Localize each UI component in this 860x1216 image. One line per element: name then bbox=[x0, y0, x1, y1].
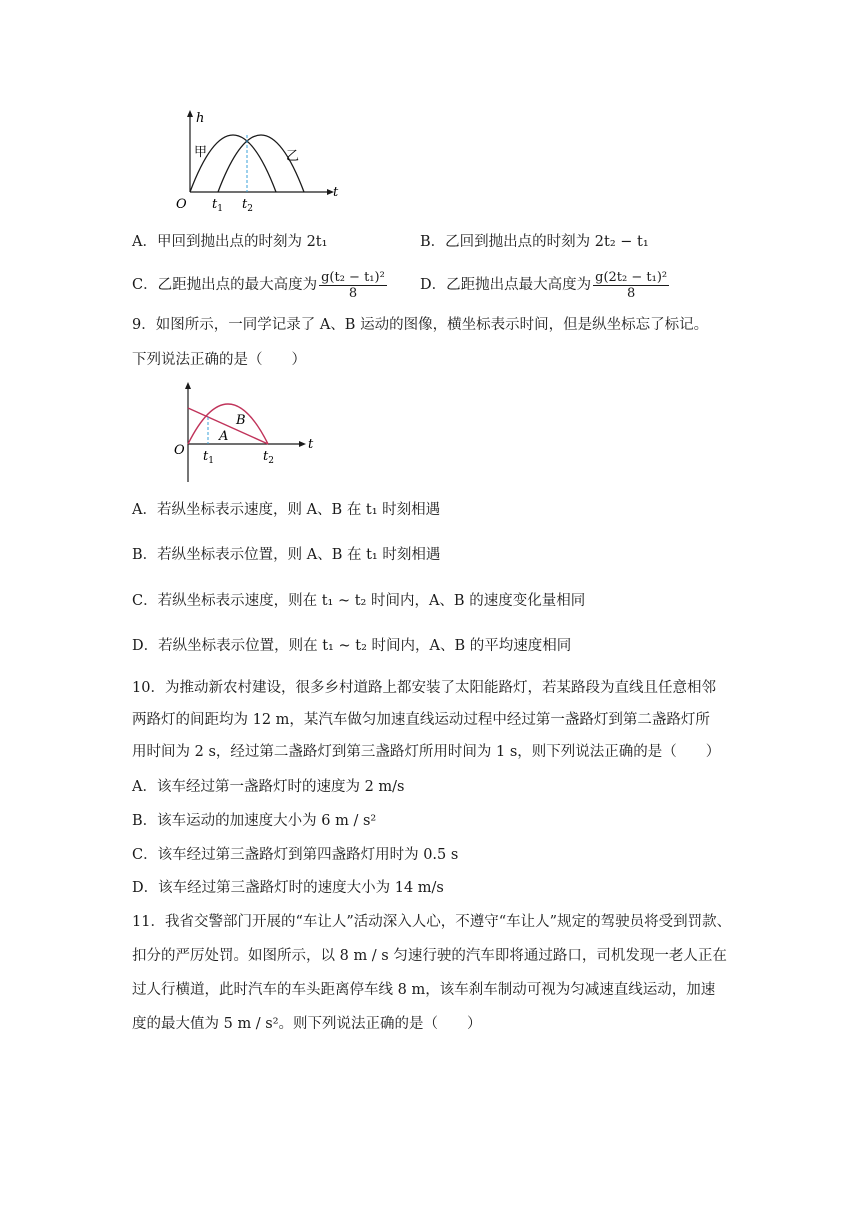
q10-stem-line2: 两路灯的间距均为 12 m，某汽车做匀加速直线运动过程中经过第一盏路灯到第二盏路灯所 bbox=[132, 712, 710, 728]
q11-stem-line1: 11．我省交警部门开展的“车让人”活动深入人心，不遵守“车让人”规定的驾驶员将受到罚款、 bbox=[132, 914, 732, 930]
q8-option-d-denominator: 8 bbox=[626, 285, 636, 301]
q8-option-c-text: C．乙距抛出点的最大高度为 bbox=[132, 277, 318, 293]
q8-origin-label: O bbox=[176, 197, 187, 212]
q8-x-label: t bbox=[333, 185, 339, 200]
q11-stem-line4: 度的最大值为 5 m / s²。则下列说法正确的是（ ） bbox=[132, 1016, 482, 1032]
q10-option-b: B．该车运动的加速度大小为 6 m / s² bbox=[132, 813, 377, 829]
q10-option-c: C．该车经过第三盏路灯到第四盏路灯用时为 0.5 s bbox=[132, 847, 459, 863]
q8-option-d-numerator: g(2t₂ − t₁)² bbox=[595, 269, 668, 285]
q8-option-c-fraction bbox=[319, 270, 387, 301]
q9-x-label: t bbox=[308, 437, 314, 452]
q8-curve-jia-label: 甲 bbox=[194, 145, 208, 160]
q11-stem-line3: 过人行横道，此时汽车的车头距离停车线 8 m，该车刹车制动可视为匀减速直线运动，加速 bbox=[132, 982, 716, 998]
q9-label-a: A bbox=[219, 429, 229, 444]
q8-option-d-text: D．乙距抛出点最大高度为 bbox=[420, 277, 592, 293]
q10-option-a: A．该车经过第一盏路灯时的速度为 2 m/s bbox=[132, 779, 405, 795]
q9-origin-label: O bbox=[174, 443, 185, 458]
q9-label-b: B bbox=[236, 413, 246, 428]
q9-stem-line2: 下列说法正确的是（ ） bbox=[132, 352, 306, 368]
q8-height-time-graph bbox=[170, 104, 350, 216]
q8-option-c bbox=[132, 269, 387, 301]
q8-tick-t1: $t_1$ bbox=[212, 197, 223, 214]
q10-stem-line1: 10．为推动新农村建设，很多乡村道路上都安装了太阳能路灯，若某路段为直线且任意相邻 bbox=[132, 680, 716, 696]
q10-option-d: D．该车经过第三盏路灯时的速度大小为 14 m/s bbox=[132, 880, 444, 896]
q11-stem-line2: 扣分的严厉处罚。如图所示，以 8 m / s 匀速行驶的汽车即将通过路口，司机发现一老人正在 bbox=[132, 948, 727, 964]
q8-option-a: A．甲回到抛出点的时刻为 2t₁ bbox=[132, 234, 328, 250]
q9-option-a: A．若纵坐标表示速度，则 A、B 在 t₁ 时刻相遇 bbox=[132, 502, 441, 518]
q9-x-axis-arrow bbox=[299, 441, 306, 447]
q8-y-label: h bbox=[196, 111, 205, 126]
q8-option-c-numerator: g(t₂ − t₁)² bbox=[321, 269, 385, 285]
q8-option-c-denominator: 8 bbox=[348, 285, 358, 301]
q9-tick-t1: $t_1$ bbox=[203, 449, 214, 466]
q8-curve-yi-label: 乙 bbox=[286, 149, 300, 164]
q8-option-b: B．乙回到抛出点的时刻为 2t₂ − t₁ bbox=[420, 234, 649, 250]
q8-y-axis-arrow bbox=[187, 110, 193, 117]
q9-motion-graph bbox=[170, 378, 320, 486]
q9-option-d: D．若纵坐标表示位置，则在 t₁ ~ t₂ 时间内，A、B 的平均速度相同 bbox=[132, 638, 572, 654]
q9-option-c: C．若纵坐标表示速度，则在 t₁ ~ t₂ 时间内，A、B 的速度变化量相同 bbox=[132, 593, 586, 609]
q10-stem-line3: 用时间为 2 s，经过第二盏路灯到第三盏路灯所用时间为 1 s，则下列说法正确的是（ ） bbox=[132, 744, 721, 760]
q9-tick-t2: $t_2$ bbox=[263, 449, 274, 466]
q8-curve-jia bbox=[190, 135, 276, 192]
q8-option-d bbox=[420, 269, 669, 301]
q9-option-b: B．若纵坐标表示位置，则 A、B 在 t₁ 时刻相遇 bbox=[132, 547, 441, 563]
q9-y-axis-arrow bbox=[185, 382, 191, 389]
q8-option-d-fraction bbox=[593, 270, 669, 301]
q9-stem-line1: 9．如图所示，一同学记录了 A、B 运动的图像，横坐标表示时间，但是纵坐标忘了标记。 bbox=[132, 317, 709, 333]
q8-tick-t2: $t_2$ bbox=[242, 197, 253, 214]
